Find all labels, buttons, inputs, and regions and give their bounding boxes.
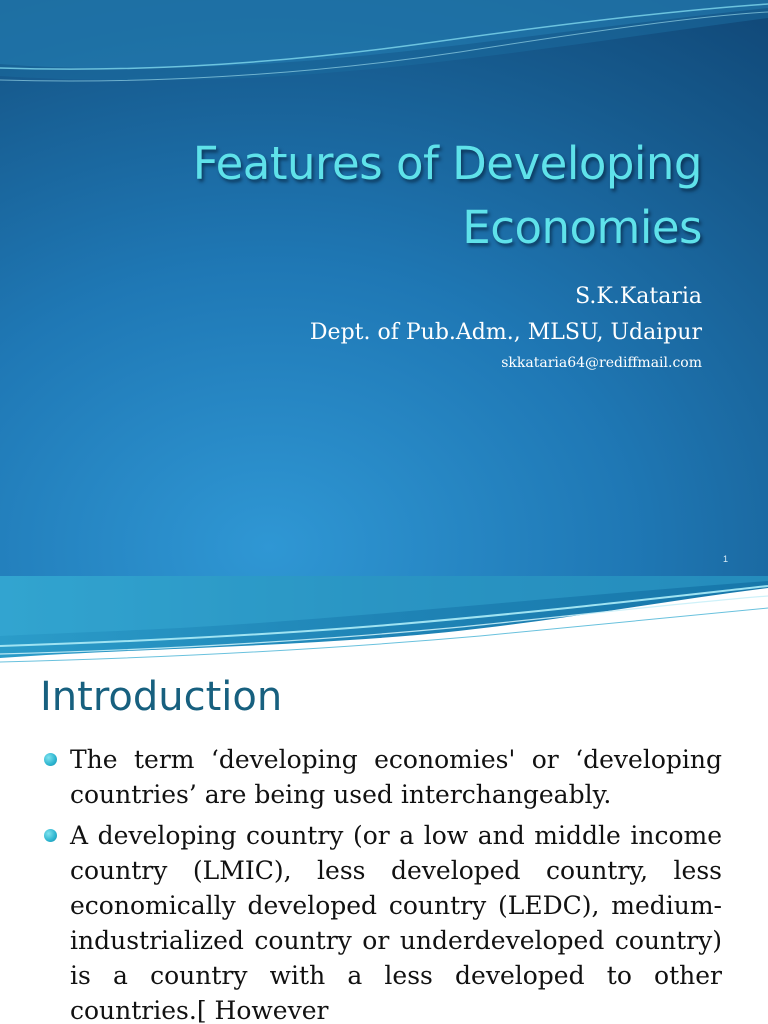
author-email: skkataria64@rediffmail.com: [501, 355, 702, 371]
page-number: 1: [722, 554, 728, 564]
author-name: S.K.Kataria: [575, 284, 702, 309]
slide-heading: Introduction: [40, 674, 283, 720]
bullet-list: [44, 742, 722, 1024]
author-department: Dept. of Pub.Adm., MLSU, Udaipur: [309, 320, 702, 345]
bullet-icon: [44, 829, 57, 842]
decorative-wave-top: [0, 0, 768, 95]
bullet-item: [44, 742, 722, 812]
slide-title: Features of Developing Economies: [192, 137, 702, 254]
content-slide: [0, 576, 768, 1024]
bullet-text: A developing country (or a low and middle income country (LMIC), less developed country, less economically developed country (LEDC), medium-industrialized country or underdeveloped country) is a country with a less developed to other countries.[ However: [70, 821, 722, 1024]
bullet-item: [44, 818, 722, 1024]
bullet-icon: [44, 753, 57, 766]
bullet-text: The term ‘developing economies' or ‘developing countries’ are being used interchangeably.: [70, 745, 722, 809]
decorative-wave-header: [0, 576, 768, 666]
